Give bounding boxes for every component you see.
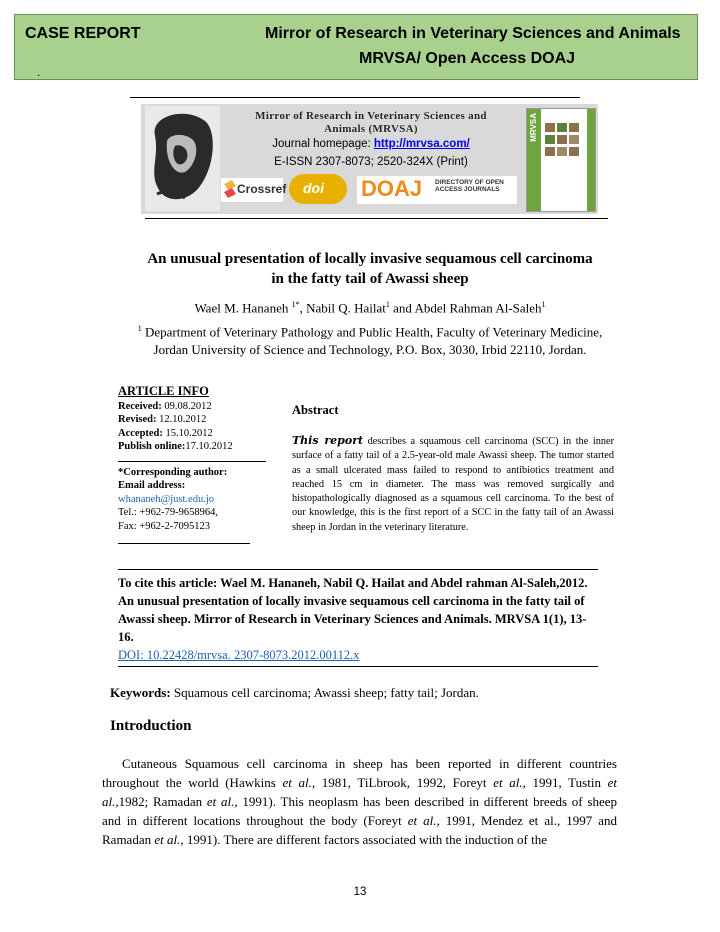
article-title: An unusual presentation of locally invasive sequamous cell carcinoma in the fatty tail of Awassi sheep xyxy=(147,251,593,287)
received-date: Received: 09.08.2012 xyxy=(118,400,212,412)
journal-header xyxy=(14,14,698,80)
fax: Fax: +962-2-7095123 xyxy=(118,520,210,532)
homepage-link[interactable]: http://mrvsa.com/ xyxy=(373,138,470,150)
journal-cover-thumbnail: MRVSA xyxy=(526,108,596,212)
doi-link[interactable]: DOI: 10.22428/mrvsa. 2307-8073.2012.00112.x xyxy=(118,648,360,662)
banner-title: Mirror of Research in Veterinary Sciences and Animals (MRVSA) xyxy=(255,110,487,135)
email-link[interactable]: whananeh@just.edu.jo xyxy=(118,493,214,505)
header-dot: . xyxy=(37,65,41,79)
crossref-logo: Crossref xyxy=(221,178,283,202)
affiliation: $^1$ Department of Veterinary Pathology and Public Health, Faculty of Veterinary Medicine, Jordan University of Science and Technology, P.O. Box, 3030, Irbid 22110, Jordan. xyxy=(137,324,603,358)
author-list: Wael M. Hananeh $^{1*}$, Nabil Q. Hailat$^1$ and Abdel Rahman Al-Saleh$^1$ xyxy=(194,300,546,316)
introduction-body: Cutaneous Squamous cell carcinoma in sheep has been reported in different countries throughout the world (Hawkins et al., 1981, TiLbrook, 1992, Foreyt et al., 1991, Tustin et al.,1982; Ramadan et al., 1991). This neoplasm has been described in different breeds of sheep and in different locations throughout the body (Foreyt et al., 1991, Mendez et al., 1997 and Ramadan et al., 1991). There are different factors associated with the induction of the xyxy=(102,756,618,847)
telephone: Tel.: +962-79-9658964, xyxy=(118,507,218,518)
article-info xyxy=(118,385,278,548)
journal-homepage: Journal homepage: http://mrvsa.com/ xyxy=(272,138,470,150)
email-label: Email address: xyxy=(118,480,186,491)
divider xyxy=(118,569,598,570)
issn: E-ISSN 2307-8073; 2520-324X (Print) xyxy=(274,156,468,168)
abstract-heading: Abstract xyxy=(292,403,339,417)
divider xyxy=(118,666,598,667)
section-label: CASE REPORT xyxy=(25,25,141,42)
doi-logo: doi xyxy=(289,174,347,204)
citation-block: To cite this article: Wael M. Hananeh, Nabil Q. Hailat and Abdel rahman Al-Saleh,2012. An unusual presentation of locally invasive sequamous cell carcinoma in the fatty tail of Awassi sheep. Mirror of Research in Veterinary Sciences and Animals. MRVSA 1(1), 13-16. DOI: 10.22428/mrvsa. 2307-8073.2012.00112.x xyxy=(118,574,598,664)
divider xyxy=(130,97,580,98)
doaj-logo: DOAJ DIRECTORY OF OPEN ACCESS JOURNALS xyxy=(357,176,517,204)
divider xyxy=(118,461,266,462)
abstract-body: This report describes a squamous cell carcinoma (SCC) in the inner surface of a fatty tail of a 2.5-year-old male Awassi sheep. The tumor started as a small ulcerated mass failed to respond to antibiotics treatment and reached 15 cm in diameter. The mass was removed surgically and histopathologically diagnosed as a squamous cell carcinoma. To the best of our knowledge, this is the first report of a SCC in the fatty tail of an Awassi sheep in Jordan in the veterinary literature. xyxy=(292,434,614,533)
journal-name: Mirror of Research in Veterinary Sciences and Animals xyxy=(265,25,681,42)
divider xyxy=(118,543,250,544)
article-info-heading: ARTICLE INFO xyxy=(118,384,209,398)
keywords: Keywords: Squamous cell carcinoma; Awassi sheep; fatty tail; Jordan. xyxy=(110,685,479,700)
divider xyxy=(145,218,608,219)
journal-subtitle: MRVSA/ Open Access DOAJ xyxy=(359,50,576,67)
accepted-date: Accepted: 15.10.2012 xyxy=(118,427,213,439)
journal-banner xyxy=(141,104,598,214)
publish-date: Publish online:17.10.2012 xyxy=(118,441,233,452)
corresponding-label: *Corresponding author: xyxy=(118,466,228,478)
page-number: 13 xyxy=(353,886,367,898)
journal-logo-image xyxy=(145,106,220,211)
revised-date: Revised: 12.10.2012 xyxy=(118,414,207,425)
introduction-heading: Introduction xyxy=(110,718,192,734)
